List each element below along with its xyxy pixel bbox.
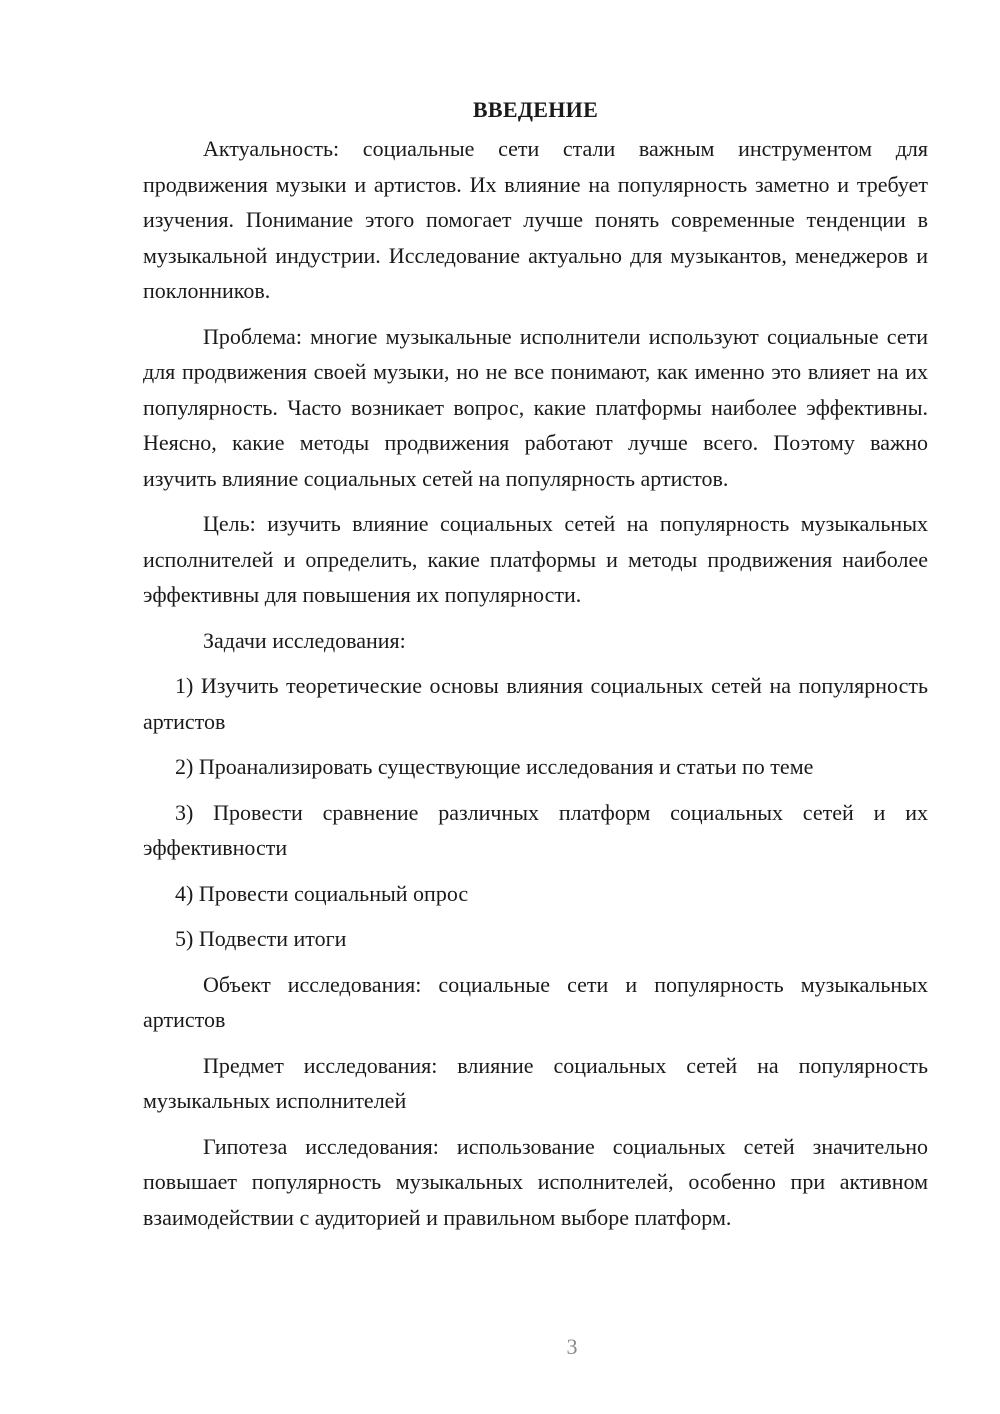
list-item: 1) Изучить теоретические основы влияния социальных сетей на популярность артистов bbox=[143, 673, 928, 734]
list-item: 5) Подвести итоги bbox=[175, 926, 347, 951]
page-title: ВВЕДЕНИЕ bbox=[472, 97, 599, 122]
list-item: 3) Провести сравнение различных платформ социальных сетей и их эффективности bbox=[143, 799, 928, 860]
paragraph-tasks-heading: Задачи исследования: bbox=[203, 627, 406, 653]
list-item: 2) Проанализировать существующие исследования и статьи по теме bbox=[175, 754, 814, 779]
paragraph-goal: Цель: изучить влияние социальных сетей на популярность музыкальных исполнителей и определить, какие платформы и методы продвижения наиболее эффективны для повышения их популярности. bbox=[143, 511, 928, 607]
paragraph-subject: Предмет исследования: влияние социальных сетей на популярность музыкальных исполнителей bbox=[143, 1052, 928, 1113]
paragraph-object: Объект исследования: социальные сети и популярность музыкальных артистов bbox=[143, 971, 928, 1032]
list-item: 4) Провести социальный опрос bbox=[175, 880, 469, 906]
paragraph-relevance: Актуальность: социальные сети стали важным инструментом для продвижения музыки и артистов. Их влияние на популярность заметно и требует изучения. Понимание этого помогает лучше понять современные тенденции в музыкальной индустрии. Исследование актуально для музыкантов, менеджеров и поклонников. bbox=[143, 136, 928, 303]
paragraph-problem: Проблема: многие музыкальные исполнители используют социальные сети для продвижения своей музыки, но не все понимают, как именно это влияет на их популярность. Часто возникает вопрос, какие платформы наиболее эффективны. Неясно, какие методы продвижения работают лучше всего. Поэтому важно изучить влияние социальных сетей на популярность артистов. bbox=[143, 323, 928, 491]
document-page bbox=[143, 92, 928, 1245]
page-number: 3 bbox=[566, 1334, 578, 1359]
paragraph-hypothesis: Гипотеза исследования: использование социальных сетей значительно повышает популярность музыкальных исполнителей, особенно при активном взаимодействии с аудиторией и правильном выборе платформ. bbox=[143, 1133, 928, 1230]
